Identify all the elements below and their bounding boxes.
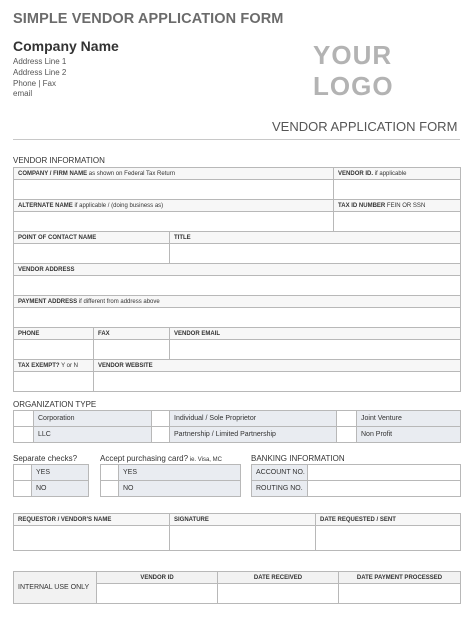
purchasing-card-table: [100, 464, 241, 497]
banking-table: [251, 464, 461, 497]
vendor-address-field[interactable]: [14, 276, 461, 296]
routing-no-field[interactable]: [308, 481, 461, 497]
card-yes-label: YES: [119, 465, 241, 481]
separate-checks-table: [13, 464, 89, 497]
banking-title: BANKING INFORMATION: [251, 454, 345, 463]
tax-id-label: TAX ID NUMBER FEIN OR SSN: [334, 200, 461, 212]
signature-label: SIGNATURE: [170, 514, 316, 526]
fax-field[interactable]: [94, 340, 170, 360]
website-label: VENDOR WEBSITE: [94, 360, 461, 372]
company-name-field[interactable]: [14, 180, 334, 200]
address-line-2: Address Line 2: [13, 68, 67, 77]
form-title: VENDOR APPLICATION FORM: [272, 119, 458, 134]
phone-label: PHONE: [14, 328, 94, 340]
vendor-info-title: VENDOR INFORMATION: [13, 156, 105, 165]
internal-use-label: INTERNAL USE ONLY: [14, 572, 97, 604]
page-title: SIMPLE VENDOR APPLICATION FORM: [13, 11, 284, 27]
account-no-label: ACCOUNT NO.: [252, 465, 308, 481]
org-type-title: ORGANIZATION TYPE: [13, 400, 97, 409]
alt-name-label: ALTERNATE NAME if applicable / (doing business as): [14, 200, 334, 212]
joint-venture-checkbox[interactable]: [337, 411, 357, 427]
joint-venture-label: Joint Venture: [357, 411, 461, 427]
tax-id-field[interactable]: [334, 212, 461, 232]
internal-vendor-id-field[interactable]: [97, 584, 218, 604]
date-requested-label: DATE REQUESTED / SENT: [316, 514, 461, 526]
email-label: VENDOR EMAIL: [170, 328, 461, 340]
vendor-info-table: [13, 167, 461, 392]
alt-name-field[interactable]: [14, 212, 334, 232]
separate-checks-title: Separate checks?: [13, 454, 78, 463]
email-field[interactable]: [170, 340, 461, 360]
email: email: [13, 89, 33, 98]
card-no-checkbox[interactable]: [101, 481, 119, 497]
date-received-header: DATE RECEIVED: [218, 572, 339, 584]
org-type-table: [13, 410, 461, 443]
checks-yes-checkbox[interactable]: [14, 465, 32, 481]
corporation-label: Corporation: [34, 411, 152, 427]
contact-label: POINT OF CONTACT NAME: [14, 232, 170, 244]
vendor-id-label: VENDOR ID. if applicable: [334, 168, 461, 180]
checks-no-label: NO: [32, 481, 89, 497]
title-label: TITLE: [170, 232, 461, 244]
title-field[interactable]: [170, 244, 461, 264]
routing-no-label: ROUTING NO.: [252, 481, 308, 497]
card-yes-checkbox[interactable]: [101, 465, 119, 481]
signature-table: [13, 513, 461, 551]
date-requested-field[interactable]: [316, 526, 461, 551]
sole-proprietor-checkbox[interactable]: [152, 411, 170, 427]
company-name-label: COMPANY / FIRM NAME as shown on Federal Tax Return: [14, 168, 334, 180]
contact-field[interactable]: [14, 244, 170, 264]
partnership-checkbox[interactable]: [152, 427, 170, 443]
company-name: Company Name: [13, 38, 119, 54]
date-processed-field[interactable]: [339, 584, 461, 604]
payment-address-field[interactable]: [14, 308, 461, 328]
phone-fax: Phone | Fax: [13, 79, 56, 88]
logo-placeholder: YOUR LOGO: [313, 40, 394, 101]
corporation-checkbox[interactable]: [14, 411, 34, 427]
divider: [13, 139, 460, 140]
requestor-field[interactable]: [14, 526, 170, 551]
phone-field[interactable]: [14, 340, 94, 360]
tax-exempt-label: TAX EXEMPT? Y or N: [14, 360, 94, 372]
account-no-field[interactable]: [308, 465, 461, 481]
internal-use-table: [13, 571, 461, 604]
vendor-address-label: VENDOR ADDRESS: [14, 264, 461, 276]
requestor-label: REQUESTOR / VENDOR'S NAME: [14, 514, 170, 526]
website-field[interactable]: [94, 372, 461, 392]
address-line-1: Address Line 1: [13, 57, 67, 66]
sole-proprietor-label: Individual / Sole Proprietor: [170, 411, 337, 427]
llc-checkbox[interactable]: [14, 427, 34, 443]
non-profit-label: Non Profit: [357, 427, 461, 443]
date-processed-header: DATE PAYMENT PROCESSED: [339, 572, 461, 584]
non-profit-checkbox[interactable]: [337, 427, 357, 443]
vendor-id-header: VENDOR ID: [97, 572, 218, 584]
card-no-label: NO: [119, 481, 241, 497]
fax-label: FAX: [94, 328, 170, 340]
date-received-field[interactable]: [218, 584, 339, 604]
checks-no-checkbox[interactable]: [14, 481, 32, 497]
checks-yes-label: YES: [32, 465, 89, 481]
llc-label: LLC: [34, 427, 152, 443]
tax-exempt-field[interactable]: [14, 372, 94, 392]
vendor-id-field[interactable]: [334, 180, 461, 200]
payment-address-label: PAYMENT ADDRESS if different from address above: [14, 296, 461, 308]
signature-field[interactable]: [170, 526, 316, 551]
purchasing-card-title: Accept purchasing card? ie. Visa, MC: [100, 454, 222, 463]
partnership-label: Partnership / Limited Partnership: [170, 427, 337, 443]
